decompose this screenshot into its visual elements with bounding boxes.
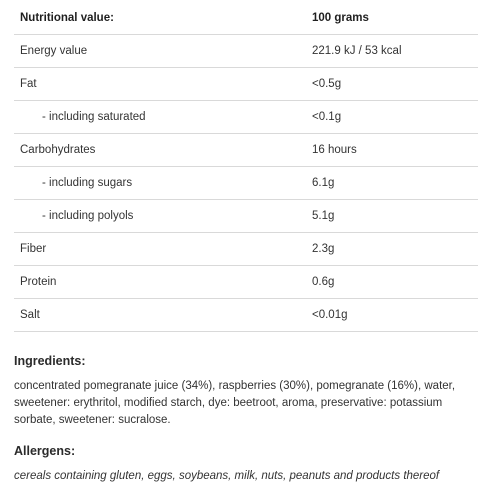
nutrient-value: 0.6g	[306, 266, 478, 299]
table-row	[14, 266, 478, 299]
table-row	[14, 101, 478, 134]
table-header-row	[14, 2, 478, 35]
table-row	[14, 200, 478, 233]
nutrient-value: 6.1g	[306, 167, 478, 200]
nutrient-name: Carbohydrates	[14, 134, 306, 167]
table-row	[14, 68, 478, 101]
nutrition-table	[14, 2, 478, 332]
table-row	[14, 167, 478, 200]
nutrient-value: <0.5g	[306, 68, 478, 101]
nutrient-name: Salt	[14, 299, 306, 332]
nutrient-name: - including polyols	[14, 200, 306, 233]
nutrient-name: Fat	[14, 68, 306, 101]
nutrient-value: 16 hours	[306, 134, 478, 167]
ingredients-text: concentrated pomegranate juice (34%), raspberries (30%), pomegranate (16%), water, sweetener: erythritol, modified starch, dye: beetroot, aroma, preservative: potassium sorbate, sweetener: sucralose.	[14, 380, 456, 426]
nutrient-name: - including saturated	[14, 101, 306, 134]
nutrient-name: Fiber	[14, 233, 306, 266]
nutrient-value: <0.01g	[306, 299, 478, 332]
table-row	[14, 134, 478, 167]
nutrient-name: Energy value	[14, 35, 306, 68]
nutrient-value: 221.9 kJ / 53 kcal	[306, 35, 478, 68]
nutrient-name: - including sugars	[14, 167, 306, 200]
nutrient-value: 5.1g	[306, 200, 478, 233]
allergens-heading: Allergens:	[14, 444, 76, 458]
header-amount-label: 100 grams	[306, 2, 478, 35]
allergens-text: cereals containing gluten, eggs, soybeans, milk, nuts, peanuts and products thereof	[14, 470, 440, 482]
table-row	[14, 233, 478, 266]
table-row	[14, 299, 478, 332]
nutrient-value: 2.3g	[306, 233, 478, 266]
table-row	[14, 35, 478, 68]
ingredients-heading: Ingredients:	[14, 354, 86, 368]
nutrient-name: Protein	[14, 266, 306, 299]
header-nutrient-label: Nutritional value:	[14, 2, 306, 35]
nutrient-value: <0.1g	[306, 101, 478, 134]
